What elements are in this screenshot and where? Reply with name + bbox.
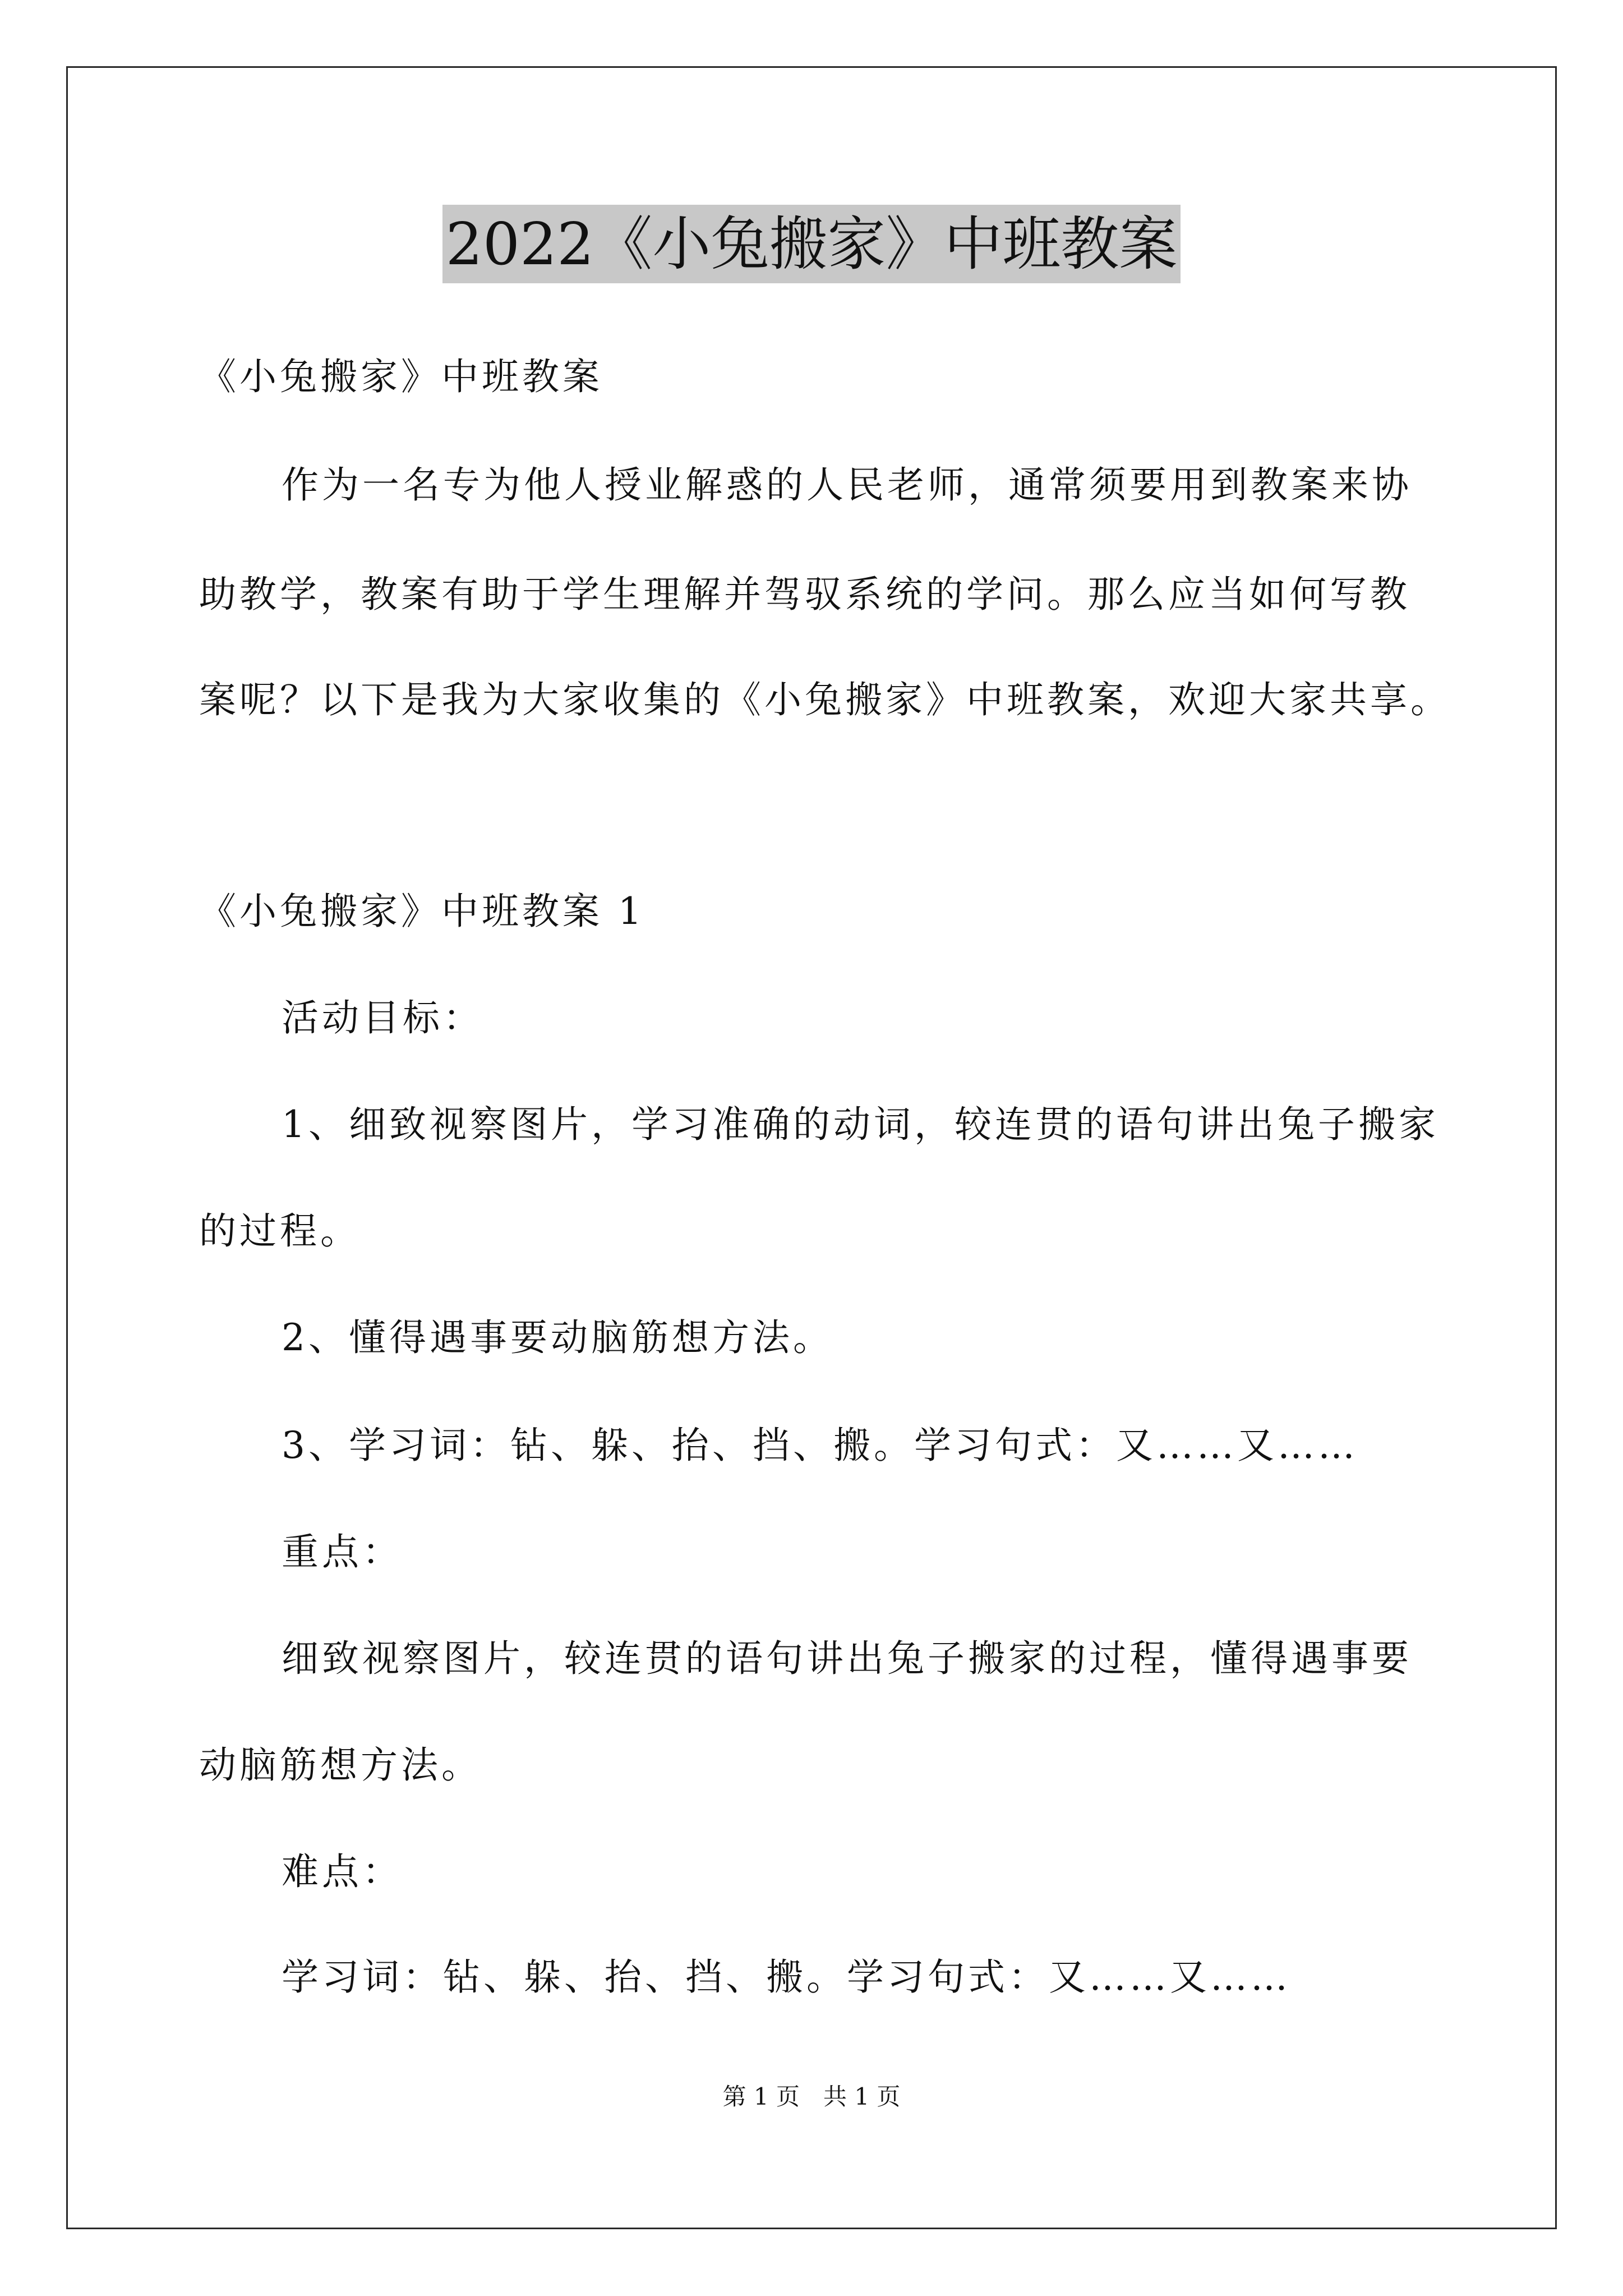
document-title-text: 2022《小兔搬家》中班教案 <box>442 205 1181 283</box>
difficulty-text: 学习词：钻、躲、抬、挡、搬。学习句式：又……又…… <box>282 1955 1291 1999</box>
document-title <box>0 205 1623 283</box>
key-line-1: 细致视察图片，较连贯的语句讲出兔子搬家的过程，懂得遇事要 <box>282 1637 1412 1680</box>
goal-1-line-2: 的过程。 <box>199 1209 361 1253</box>
key-line-2: 动脑筋想方法。 <box>199 1743 482 1787</box>
intro-line-3: 案呢？以下是我为大家收集的《小兔搬家》中班教案，欢迎大家共享。 <box>199 678 1451 721</box>
goal-2: 2、懂得遇事要动脑筋想方法。 <box>282 1316 833 1359</box>
section-heading: 《小兔搬家》中班教案 1 <box>199 890 645 933</box>
intro-line-2: 助教学，教案有助于学生理解并驾驭系统的学问。那么应当如何写教 <box>199 573 1410 616</box>
key-label: 重点： <box>282 1530 403 1573</box>
goal-3: 3、学习词：钻、躲、抬、挡、搬。学习句式：又……又…… <box>282 1424 1358 1467</box>
difficulty-label: 难点： <box>282 1850 403 1893</box>
goals-label: 活动目标： <box>282 996 483 1039</box>
intro-line-1: 作为一名专为他人授业解惑的人民老师，通常须要用到教案来协 <box>282 463 1412 507</box>
document-subtitle: 《小兔搬家》中班教案 <box>199 355 603 398</box>
goal-1-line-1: 1、细致视察图片，学习准确的动词，较连贯的语句讲出兔子搬家 <box>282 1103 1439 1146</box>
page-footer: 第 1 页 共 1 页 <box>722 2083 901 2110</box>
